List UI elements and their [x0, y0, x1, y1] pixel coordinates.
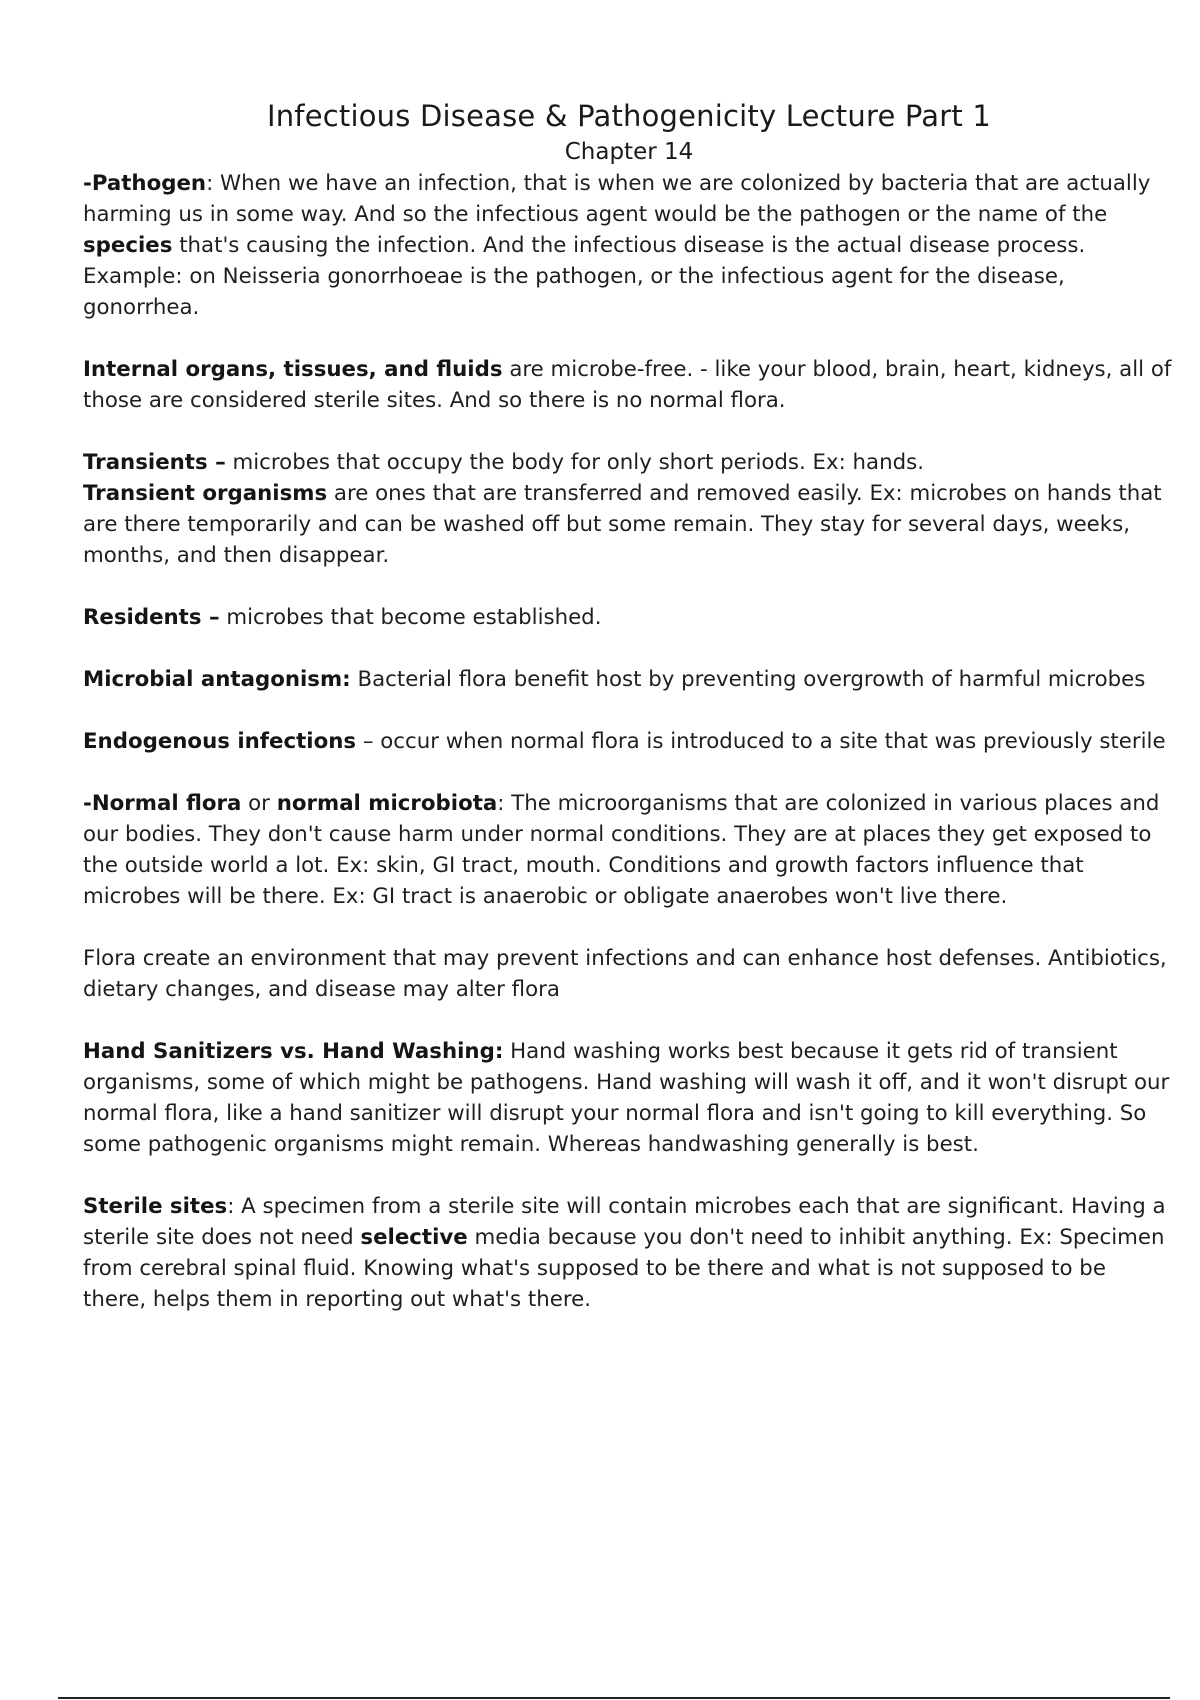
paragraph-internal-organs: [83, 354, 1175, 416]
term-residents: Residents –: [83, 605, 220, 630]
paragraph-transients: [83, 447, 1175, 571]
term-microbial-antagonism: Microbial antagonism:: [83, 667, 351, 692]
normal-flora-or: or: [241, 791, 277, 816]
paragraph-microbial-antagonism: [83, 664, 1175, 695]
term-endogenous-infections: Endogenous infections: [83, 729, 357, 754]
paragraph-flora-environment: Flora create an environment that may prevent infections and can enhance host defenses. Antibiotics, dietary changes, and disease may alter flora: [83, 946, 1167, 1002]
sterile-sites-text-1: : A specimen from a sterile site will contain microbes each that are significant. Having a sterile site does not need: [83, 1194, 1166, 1250]
term-normal-microbiota: normal microbiota: [276, 791, 498, 816]
normal-flora-text: : The microorganisms that are colonized in various places and our bodies. They don't cause harm under normal conditions. They are at places they get exposed to the outside world a lot. Ex: skin, GI tract, mouth. Conditions and growth factors influence that microbes will be there. Ex: GI tract is anaerobic or obligate anaerobes won't live there.: [83, 791, 1160, 909]
page-title: Infectious Disease & Pathogenicity Lecture Part 1: [266, 99, 992, 133]
hand-sanitizers-text: Hand washing works best because it gets rid of transient organisms, some of which might be pathogens. Hand washing will wash it off, and it won't disrupt our normal flora, like a hand sanitizer will disrupt your normal flora and isn't going to kill everything. So some pathogenic organisms might remain. Whereas handwashing generally is best.: [83, 1039, 1170, 1157]
pathogen-text-1: : When we have an infection, that is when we are colonized by bacteria that are actually harming us in some way. And so the infectious agent would be the pathogen or the name of the: [83, 171, 1151, 227]
microbial-antagonism-text: Bacterial flora benefit host by preventing overgrowth of harmful microbes: [350, 667, 1146, 692]
term-normal-flora: -Normal flora: [83, 791, 242, 816]
term-transient-organisms: Transient organisms: [83, 481, 328, 506]
document-page: [83, 96, 1175, 1346]
bottom-divider: [58, 1697, 1170, 1699]
term-selective: selective: [360, 1225, 468, 1250]
paragraph-normal-flora: [83, 788, 1175, 912]
term-sterile-sites: Sterile sites: [83, 1194, 228, 1219]
pathogen-text-2: that's causing the infection. And the infectious disease is the actual disease process. Example: on Neisseria gonorrhoeae is the pathogen, or the infectious agent for the disease, gonorrhea.: [83, 233, 1086, 320]
paragraph-residents: [83, 602, 1175, 633]
paragraph-hand-sanitizers: [83, 1036, 1175, 1160]
paragraph-pathogen: [83, 168, 1175, 323]
term-species: species: [83, 233, 173, 258]
internal-organs-text: are microbe-free. - like your blood, brain, heart, kidneys, all of those are considered sterile sites. And so there is no normal flora.: [83, 357, 1172, 413]
residents-text: microbes that become established.: [219, 605, 602, 630]
paragraph-sterile-sites: [83, 1191, 1175, 1315]
paragraph-endogenous-infections: [83, 726, 1175, 757]
sterile-sites-text-2: media because you don't need to inhibit anything. Ex: Specimen from cerebral spinal fluid. Knowing what's supposed to be there and what is not supposed to be there, helps them in reporting out what's there.: [83, 1225, 1165, 1312]
term-internal-organs: Internal organs, tissues, and fluids: [83, 357, 503, 382]
term-transients: Transients –: [83, 450, 226, 475]
chapter-subtitle: Chapter 14: [564, 139, 694, 165]
transients-text: microbes that occupy the body for only short periods. Ex: hands.: [225, 450, 924, 475]
term-hand-sanitizers: Hand Sanitizers vs. Hand Washing:: [83, 1039, 504, 1064]
endogenous-infections-text: – occur when normal flora is introduced to a site that was previously sterile: [356, 729, 1166, 754]
transient-organisms-text: are ones that are transferred and removed easily. Ex: microbes on hands that are there temporarily and can be washed off but some remain. They stay for several days, weeks, months, and then disappear.: [83, 481, 1162, 568]
term-pathogen: -Pathogen: [83, 171, 207, 196]
